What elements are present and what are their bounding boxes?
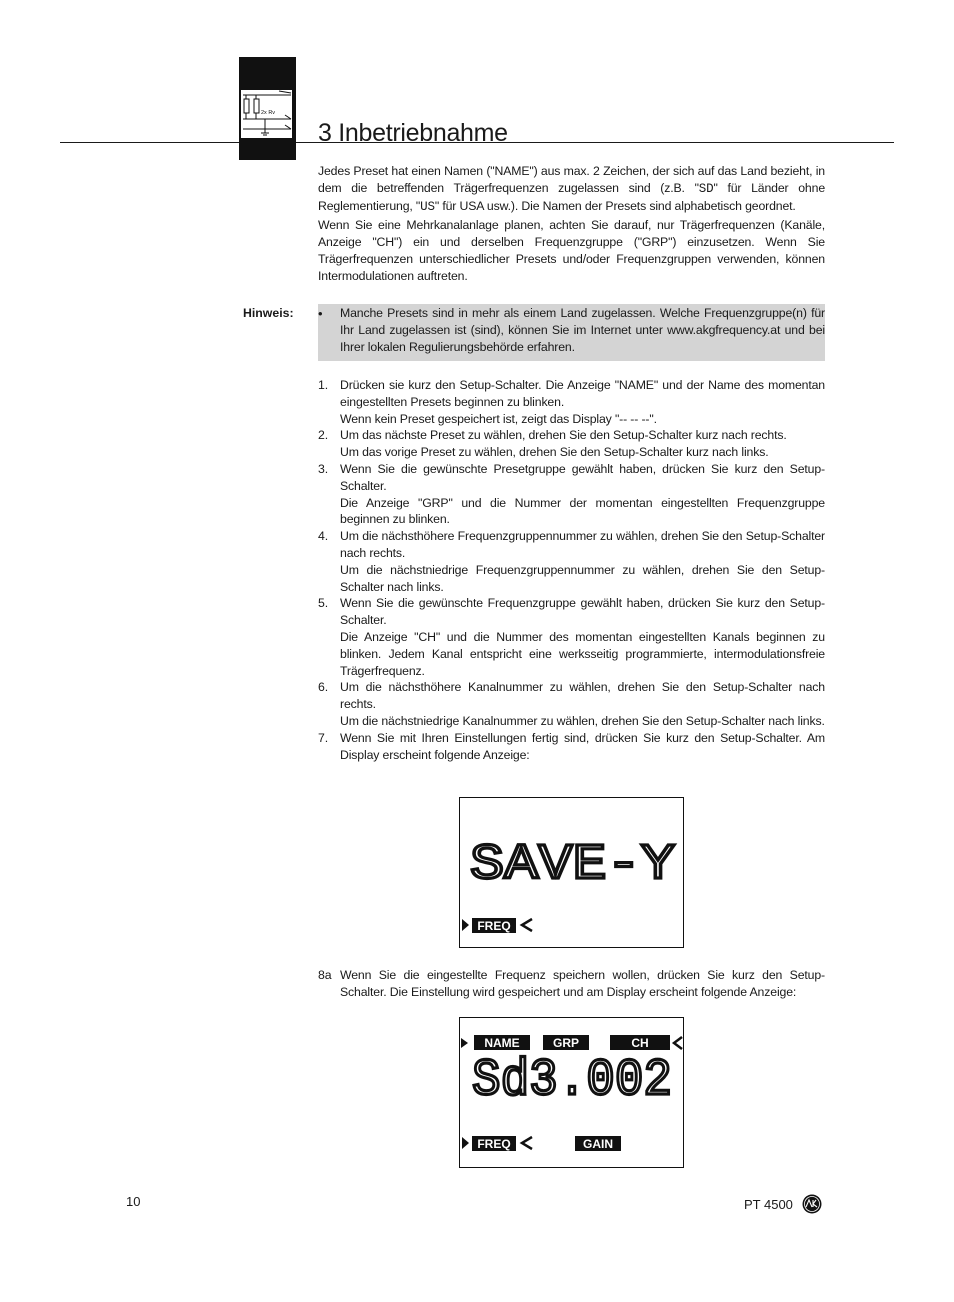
step-number: 3. (318, 461, 328, 476)
lcd-arrow-left (522, 1137, 532, 1149)
step-number: 4. (318, 529, 328, 544)
note-bullet: • (318, 306, 323, 321)
page-number: 10 (126, 1194, 141, 1209)
lcd-name-tag: NAME (484, 1036, 520, 1050)
step-item (318, 595, 825, 629)
step-text: Um das nächste Preset zu wählen, drehen Sie den Setup-Schalter kurz nach rechts. (340, 428, 787, 443)
circuit-diagram-icon (239, 57, 296, 160)
lcd-arrow-right (462, 919, 469, 931)
lcd-arrow-left (674, 1037, 682, 1049)
step-text: Um die nächsthöhere Kanalnummer zu wählen, drehen Sie den Setup-Schalter nach rechts. (340, 680, 825, 712)
step-item (318, 427, 825, 444)
step-item (318, 679, 825, 713)
step-number (318, 411, 340, 428)
tab-label: 2x Rv (261, 110, 276, 116)
intro-paragraph-1 (318, 163, 825, 216)
steps-list (318, 377, 825, 763)
lcd-main-text: SAVE-Y (470, 837, 675, 894)
step-item (318, 629, 825, 679)
step-item (318, 495, 825, 529)
footer-model: PT 4500 (744, 1197, 793, 1212)
step-text: Um die nächsthöhere Frequenzgruppennummer zu wählen, drehen Sie den Setup-Schalter nach rechts. (340, 529, 825, 560)
lcd-arrow-right (461, 1038, 468, 1048)
lcd-main-text: Sd3.002 (472, 1051, 672, 1110)
code-sd: SD (698, 182, 714, 196)
note-text: Manche Presets sind in mehr als einem Land zugelassen. Welche Frequenzgruppe(n) für Ihr Land zugelassen ist (sind), können Sie im Internet unter www.akgfrequency.at und bei Ihrer lokalen Regulierungsbehörde erfahren. (340, 306, 825, 354)
step-text: Die Anzeige "CH" und die Nummer des momentan eingestellten Kanals beginnen zu blinken. Jedem Kanal entspricht eine werksseitig programmierte, intermodulationsfreie Trägerfrequenz. (340, 629, 825, 678)
step-number (318, 495, 340, 529)
step-text: Wenn Sie mit Ihren Einstellungen fertig sind, drücken Sie kurz den Setup-Schalter. Am Display erscheint folgende Anzeige: (340, 730, 825, 762)
akg-logo-icon (802, 1194, 822, 1214)
step-text: Wenn Sie die eingestellte Frequenz speichern wollen, drücken Sie kurz den Setup-Schalter. Die Einstellung wird gespeichert und am Display erscheint folgende Anzeige: (340, 968, 825, 999)
step-item (318, 713, 825, 730)
lcd-gain-tag: GAIN (583, 1137, 613, 1151)
step-item (318, 411, 825, 428)
step-text: Die Anzeige "GRP" und die Nummer der momentan eingestellten Frequenzgruppe beginnen zu blinken. (340, 495, 825, 527)
step-text: Um das vorige Preset zu wählen, drehen Sie den Setup-Schalter kurz nach links. (340, 445, 769, 460)
lcd-grp-tag: GRP (552, 1036, 580, 1050)
lcd-display-preset (459, 1017, 684, 1168)
step-text: Wenn kein Preset gespeichert ist, zeigt das Display "-- -- --". (340, 411, 657, 426)
step-number: 1. (318, 378, 328, 392)
step-number: 5. (318, 596, 328, 611)
note-label: Hinweis: (243, 306, 294, 320)
step-text: Um die nächstniedrige Frequenzgruppennummer zu wählen, drehen Sie den Setup-Schalter nach links. (340, 562, 825, 594)
step-text: Wenn Sie die gewünschte Presetgruppe gewählt haben, drücken Sie kurz den Setup-Schalter. (340, 461, 825, 493)
step-item (318, 528, 825, 562)
lcd-display-save (459, 797, 684, 948)
step-text: Um die nächstniedrige Kanalnummer zu wählen, drehen Sie den Setup-Schalter nach links. (340, 713, 825, 728)
intro-text: Jedes Preset hat einen Namen ("NAME") aus max. 2 Zeichen, der sich auf das Land bezieht, in dem die betreffenden Trägerfrequenzen zugelassen sind (z.B. " (318, 164, 825, 195)
lcd-arrow-left (522, 919, 532, 931)
step-text: Drücken sie kurz den Setup-Schalter. Die Anzeige "NAME" und der Name des momentan eingestellten Presets beginnen zu blinken. (340, 378, 825, 409)
step-number (318, 444, 340, 461)
step-number (318, 713, 340, 730)
step-text: Wenn Sie die gewünschte Frequenzgruppe gewählt haben, drücken Sie kurz den Setup-Schalter. (340, 596, 825, 628)
step-number: 8a (318, 968, 332, 982)
intro-text: " für USA usw.). Die Namen der Presets sind alphabetisch geordnet. (434, 199, 796, 213)
step-item (318, 377, 825, 411)
step-number: 7. (318, 730, 328, 745)
lcd-arrow-right (462, 1137, 469, 1149)
lcd-freq-tag: FREQ (477, 919, 511, 933)
lcd-ch-tag: CH (631, 1036, 649, 1050)
step-item (318, 444, 825, 461)
section-tab (239, 57, 296, 160)
step-item (318, 461, 825, 495)
intro-paragraph-2: Wenn Sie eine Mehrkanalanlage planen, achten Sie darauf, nur Trägerfrequenzen (Kanäle, Anzeige "CH") ein und derselben Frequenzgruppe ("GRP") einzusetzen. Wenn Sie Trägerfrequenzen unterschiedlicher Presets und/oder Frequenzgruppen verwenden, können Intermodulationen auftreten. (318, 218, 825, 283)
step-number: 2. (318, 428, 328, 443)
step-item (318, 562, 825, 596)
step-8a (318, 967, 825, 1001)
code-us: US (420, 200, 435, 214)
intro-text: " für Länder ohne Reglementierung, " (318, 181, 826, 213)
step-number: 6. (318, 680, 328, 695)
step-item (318, 730, 825, 764)
lcd-freq-tag: FREQ (477, 1137, 511, 1151)
step-number (318, 562, 340, 596)
step-number (318, 629, 340, 679)
page-title: 3 Inbetriebnahme (318, 119, 508, 147)
